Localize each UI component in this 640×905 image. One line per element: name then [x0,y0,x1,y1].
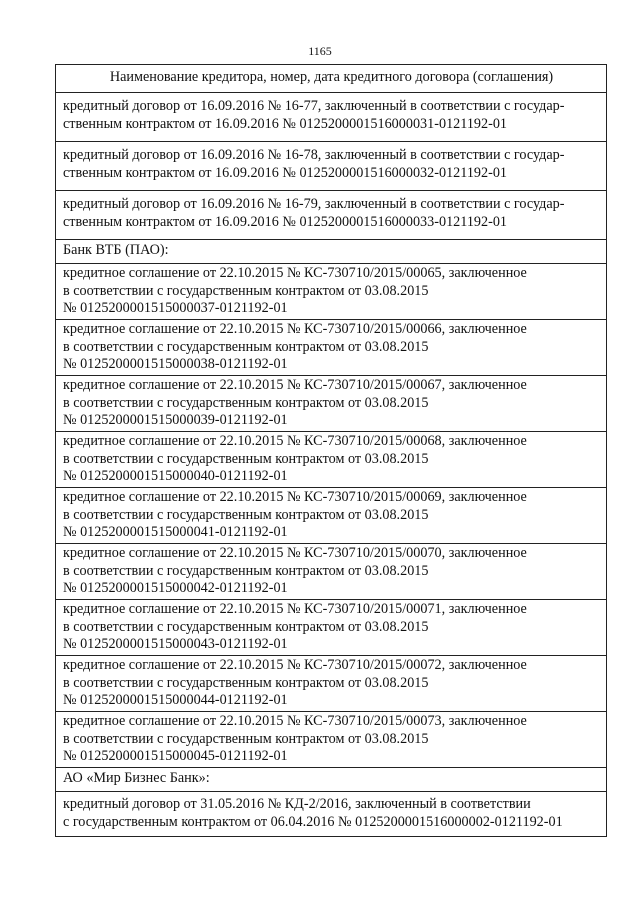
table-row [56,768,607,792]
table-row [56,544,607,600]
table-cell: кредитный договор от 16.09.2016 № 16-78, заключенный в соответствии с государ- ственным контрактом от 16.09.2016 № 0125200001516000032-0121192-01 [56,142,607,191]
table-cell: кредитное соглашение от 22.10.2015 № КС-730710/2015/00071, заключенное в соответствии с государственным контрактом от 03.08.2015 № 0125200001515000043-0121192-01 [56,600,607,656]
table-row [56,142,607,191]
table-row [56,376,607,432]
table-cell: кредитный договор от 16.09.2016 № 16-79, заключенный в соответствии с государ- ственным контрактом от 16.09.2016 № 0125200001516000033-0121192-01 [56,191,607,240]
table-row [56,792,607,837]
table-row [56,93,607,142]
table-cell: кредитный договор от 16.09.2016 № 16-77, заключенный в соответствии с государ- ственным контрактом от 16.09.2016 № 0125200001516000031-0121192-01 [56,93,607,142]
table-row [56,488,607,544]
table-cell: кредитное соглашение от 22.10.2015 № КС-730710/2015/00067, заключенное в соответствии с государственным контрактом от 03.08.2015 № 0125200001515000039-0121192-01 [56,376,607,432]
table-cell: кредитное соглашение от 22.10.2015 № КС-730710/2015/00072, заключенное в соответствии с государственным контрактом от 03.08.2015 № 0125200001515000044-0121192-01 [56,656,607,712]
table-row [56,240,607,264]
table-row [56,264,607,320]
table-row [56,600,607,656]
page-number: 1165 [308,44,332,58]
creditor-name-cell: АО «Мир Бизнес Банк»: [56,768,607,792]
table-cell: кредитное соглашение от 22.10.2015 № КС-730710/2015/00070, заключенное в соответствии с государственным контрактом от 03.08.2015 № 0125200001515000042-0121192-01 [56,544,607,600]
table-header-row [56,65,607,93]
table-cell: кредитное соглашение от 22.10.2015 № КС-730710/2015/00065, заключенное в соответствии с государственным контрактом от 03.08.2015 № 0125200001515000037-0121192-01 [56,264,607,320]
table-row [56,712,607,768]
table-cell: кредитное соглашение от 22.10.2015 № КС-730710/2015/00069, заключенное в соответствии с государственным контрактом от 03.08.2015 № 0125200001515000041-0121192-01 [56,488,607,544]
creditor-name-cell: Банк ВТБ (ПАО): [56,240,607,264]
table-cell: кредитное соглашение от 22.10.2015 № КС-730710/2015/00073, заключенное в соответствии с государственным контрактом от 03.08.2015 № 0125200001515000045-0121192-01 [56,712,607,768]
creditor-table [55,64,607,837]
table-row [56,320,607,376]
table-row [56,432,607,488]
table-row [56,191,607,240]
table-cell: кредитный договор от 31.05.2016 № КД-2/2016, заключенный в соответствии с государственным контрактом от 06.04.2016 № 0125200001516000002-0121192-01 [56,792,607,837]
table-cell: кредитное соглашение от 22.10.2015 № КС-730710/2015/00066, заключенное в соответствии с государственным контрактом от 03.08.2015 № 0125200001515000038-0121192-01 [56,320,607,376]
table-cell: кредитное соглашение от 22.10.2015 № КС-730710/2015/00068, заключенное в соответствии с государственным контрактом от 03.08.2015 № 0125200001515000040-0121192-01 [56,432,607,488]
table-header: Наименование кредитора, номер, дата кредитного договора (соглашения) [56,65,607,93]
table-row [56,656,607,712]
